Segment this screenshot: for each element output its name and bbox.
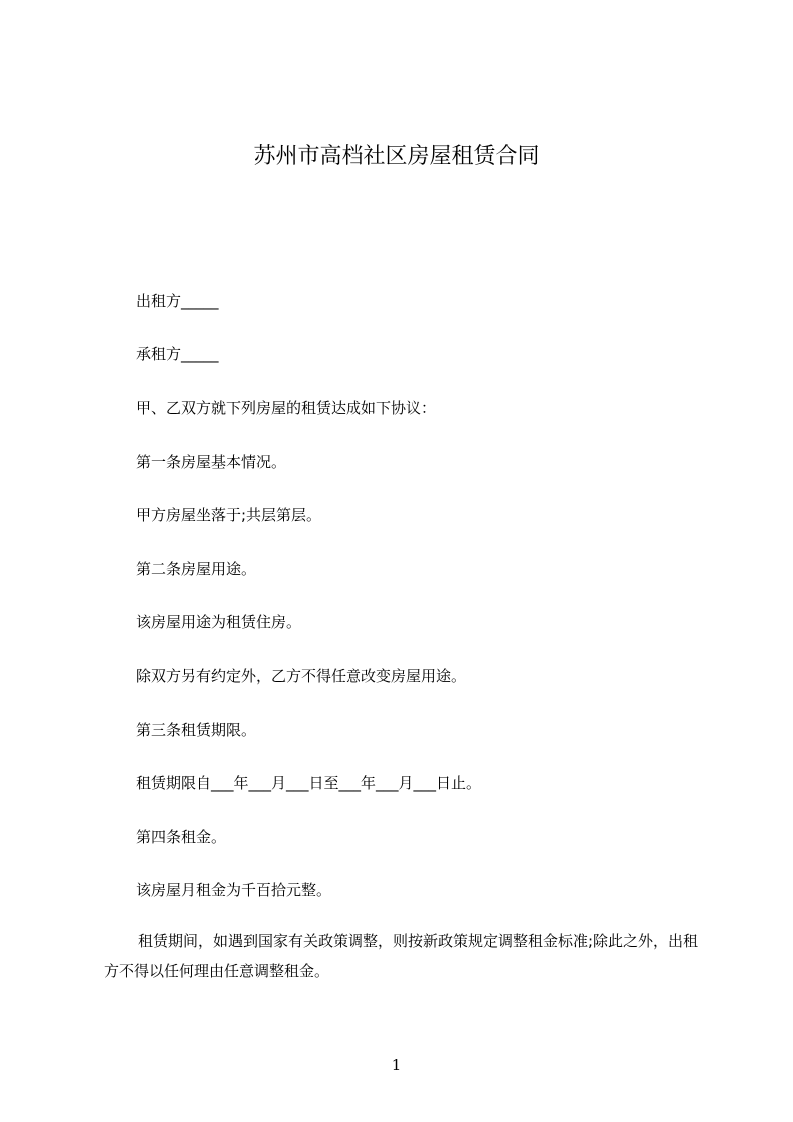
article-2-heading: 第二条房屋用途。: [136, 560, 257, 578]
document-title: 苏州市高档社区房屋租赁合同: [253, 144, 540, 169]
article-1-heading: 第一条房屋基本情况。: [136, 453, 287, 471]
use-restriction: 除双方另有约定外，乙方不得任意改变房屋用途。: [136, 667, 467, 685]
lessee-line: 承租方_____: [136, 345, 219, 363]
property-location: 甲方房屋坐落于;共层第层。: [136, 506, 322, 524]
rent-adjustment-clause: 租赁期间，如遇到国家有关政策调整，则按新政策规定调整租金标准;除此之外，出租方不得以任何理由任意调整租金。: [104, 932, 699, 980]
agreement-intro: 甲、乙双方就下列房屋的租赁达成如下协议：: [136, 399, 437, 417]
lessor-line: 出租方_____: [136, 292, 219, 310]
article-4-heading: 第四条租金。: [136, 828, 227, 846]
monthly-rent: 该房屋月租金为千百拾元整。: [136, 881, 332, 899]
lease-term: 租赁期限自___年___月___日至___年___月___日止。: [136, 774, 482, 792]
article-3-heading: 第三条租赁期限。: [136, 721, 257, 739]
property-use: 该房屋用途为租赁住房。: [136, 613, 302, 631]
page-number: 1: [391, 1056, 402, 1074]
